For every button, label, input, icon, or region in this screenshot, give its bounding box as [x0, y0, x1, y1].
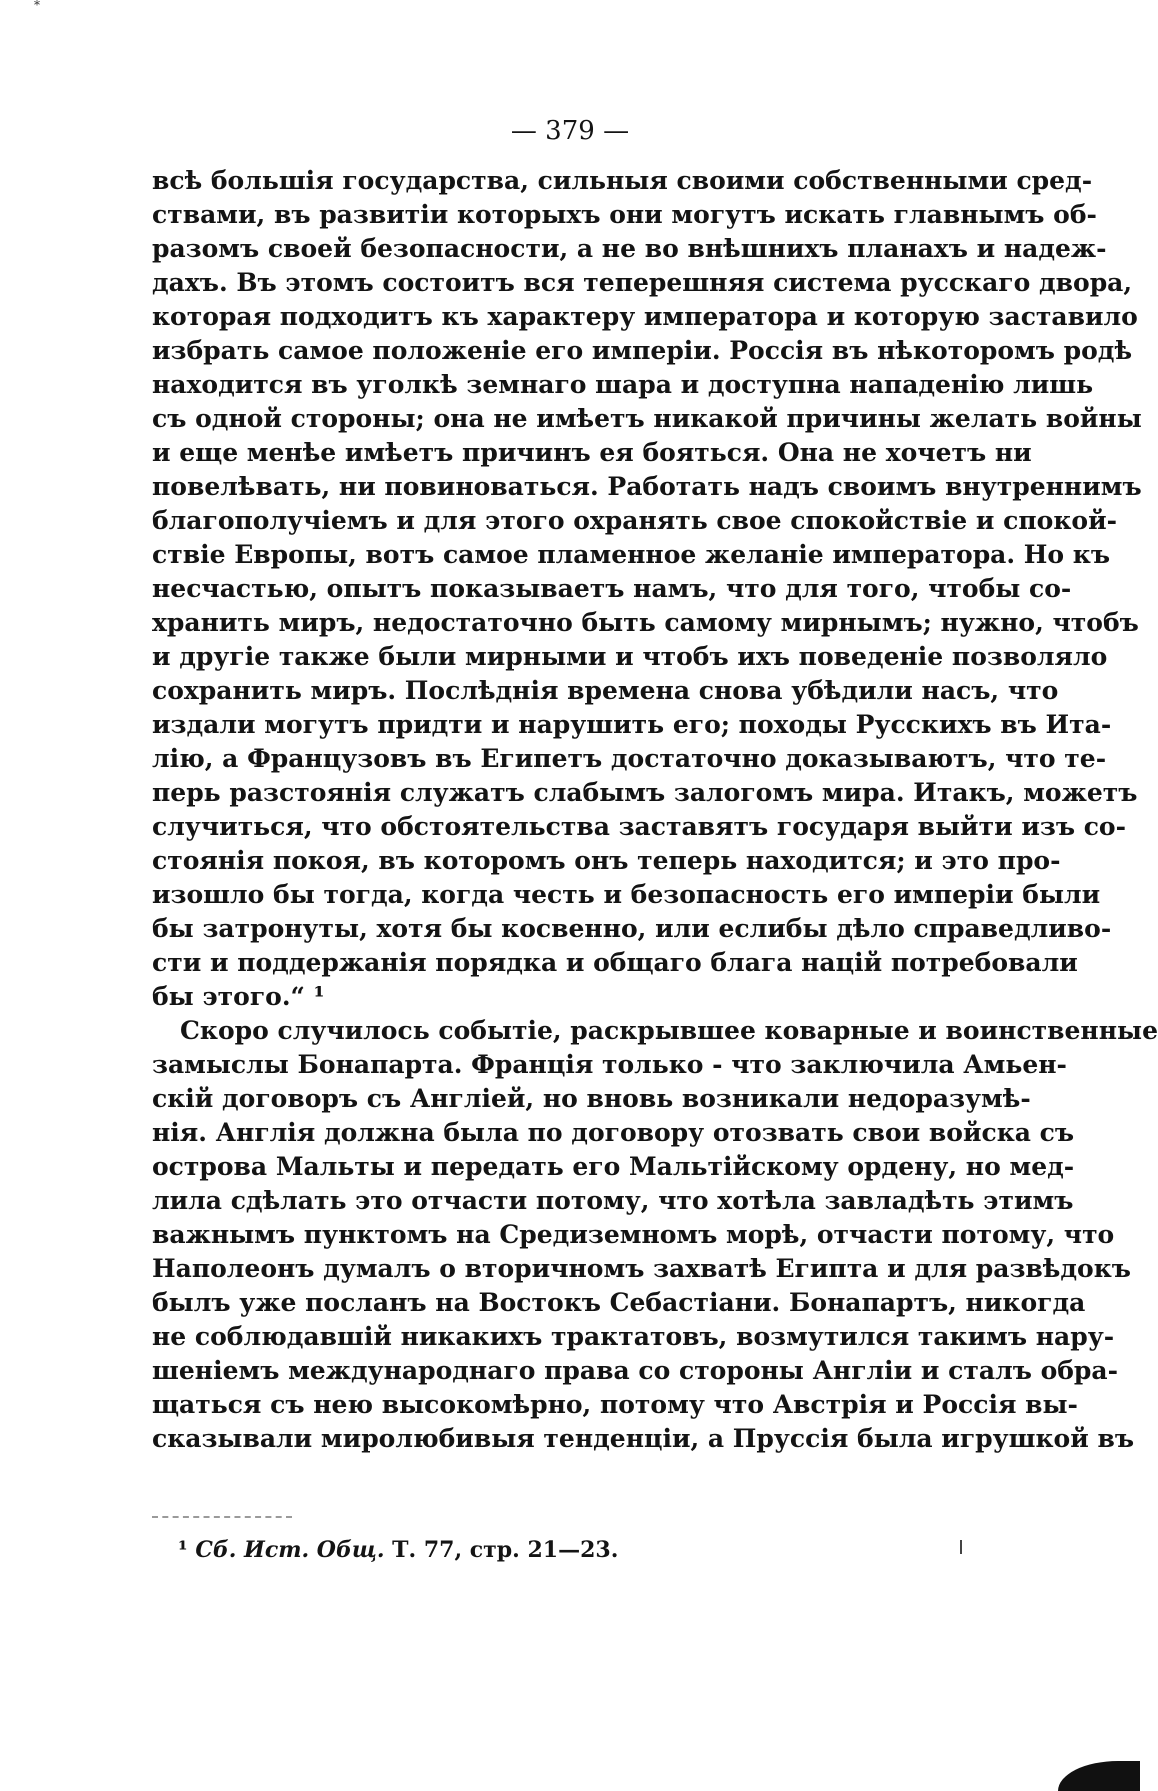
text-line: лію, а Французовъ въ Египетъ достаточно доказываютъ, что те-	[152, 744, 1107, 773]
text-line: повелѣвать, ни повиноваться. Работать надъ своимъ внутреннимъ	[152, 472, 1142, 501]
text-line: замыслы Бонапарта. Франція только - что заключила Амьен-	[152, 1050, 1067, 1079]
text-line: изошло бы тогда, когда честь и безопасность его имперіи были	[152, 880, 1101, 909]
text-line: острова Мальты и передать его Мальтійскому ордену, но мед-	[152, 1152, 1075, 1181]
text-line: бы этого.“ ¹	[152, 982, 325, 1011]
text-line: Наполеонъ думалъ о вторичномъ захватѣ Египта и для развѣдокъ	[152, 1254, 1131, 1283]
text-line: случиться, что обстоятельства заставятъ государя выйти изъ со-	[152, 812, 1126, 841]
text-line: Скоро случилось событіе, раскрывшее коварные и воинственные	[180, 1016, 1158, 1045]
text-line: ствами, въ развитіи которыхъ они могутъ искать главнымъ об-	[152, 200, 1097, 229]
text-line: не соблюдавшій никакихъ трактатовъ, возмутился такимъ нару-	[152, 1322, 1115, 1351]
text-line: нія. Англія должна была по договору отозвать свои войска съ	[152, 1118, 1075, 1147]
text-line: благополучіемъ и для этого охранять свое спокойствіе и спокой-	[152, 506, 1118, 535]
text-line: избрать самое положеніе его имперіи. Россія въ нѣкоторомъ родѣ	[152, 336, 1133, 365]
text-line: разомъ своей безопасности, а не во внѣшнихъ планахъ и надеж-	[152, 234, 1107, 263]
text-line: перь разстоянія служатъ слабымъ залогомъ мира. Итакъ, можетъ	[152, 778, 1138, 807]
footnote-divider	[152, 1516, 292, 1518]
text-line: дахъ. Въ этомъ состоитъ вся теперешняя система русскаго двора,	[152, 268, 1133, 297]
margin-mark	[956, 1540, 962, 1554]
text-line: щаться съ нею высокомѣрно, потому что Австрія и Россія вы-	[152, 1390, 1078, 1419]
text-line: важнымъ пунктомъ на Средиземномъ морѣ, отчасти потому, что	[152, 1220, 1115, 1249]
text-line: которая подходитъ къ характеру императора и которую заставило	[152, 302, 1138, 331]
footnote	[178, 1537, 618, 1563]
text-line: хранить миръ, недостаточно быть самому мирнымъ; нужно, чтобъ	[152, 608, 1139, 637]
corner-mark: *	[34, 0, 40, 12]
text-line: находится въ уголкѣ земнаго шара и доступна нападенію лишь	[152, 370, 1094, 399]
text-line: издали могутъ придти и нарушить его; походы Русскихъ въ Ита-	[152, 710, 1112, 739]
text-line: лила сдѣлать это отчасти потому, что хотѣла завладѣть этимъ	[152, 1186, 1074, 1215]
footnote-marker: ¹	[178, 1537, 188, 1563]
text-line: шеніемъ международнаго права со стороны Англіи и сталъ обра-	[152, 1356, 1118, 1385]
body-text	[152, 164, 1158, 1456]
text-line: сти и поддержанія порядка и общаго блага націй потребовали	[152, 948, 1078, 977]
text-line: и другіе также были мирными и чтобъ ихъ поведеніе позволяло	[152, 642, 1108, 671]
text-line: и еще менѣе имѣетъ причинъ ея бояться. Она не хочетъ ни	[152, 438, 1032, 467]
ink-blot	[1058, 1761, 1140, 1791]
text-line: скій договоръ съ Англіей, но вновь возникали недоразумѣ-	[152, 1084, 1031, 1113]
footnote-source: Сб. Ист. Общ.	[195, 1537, 385, 1563]
text-line: всѣ большія государства, сильныя своими собственными сред-	[152, 166, 1093, 195]
text-line: бы затронуты, хотя бы косвенно, или еслибы дѣло справедливо-	[152, 914, 1112, 943]
text-line: стоянія покоя, въ которомъ онъ теперь находится; и это про-	[152, 846, 1061, 875]
text-line: былъ уже посланъ на Востокъ Себастіани. Бонапартъ, никогда	[152, 1288, 1086, 1317]
text-line: сказывали миролюбивыя тенденціи, а Пруссія была игрушкой въ	[152, 1424, 1135, 1453]
text-line: несчастью, опытъ показываетъ намъ, что для того, чтобы со-	[152, 574, 1072, 603]
page-number: — 379 —	[510, 116, 630, 146]
text-line: сохранить миръ. Послѣднія времена снова убѣдили насъ, что	[152, 676, 1059, 705]
text-line: ствіе Европы, вотъ самое пламенное желаніе императора. Но къ	[152, 540, 1111, 569]
footnote-reference: Т. 77, стр. 21—23.	[384, 1537, 619, 1563]
text-line: съ одной стороны; она не имѣетъ никакой причины желать войны	[152, 404, 1142, 433]
